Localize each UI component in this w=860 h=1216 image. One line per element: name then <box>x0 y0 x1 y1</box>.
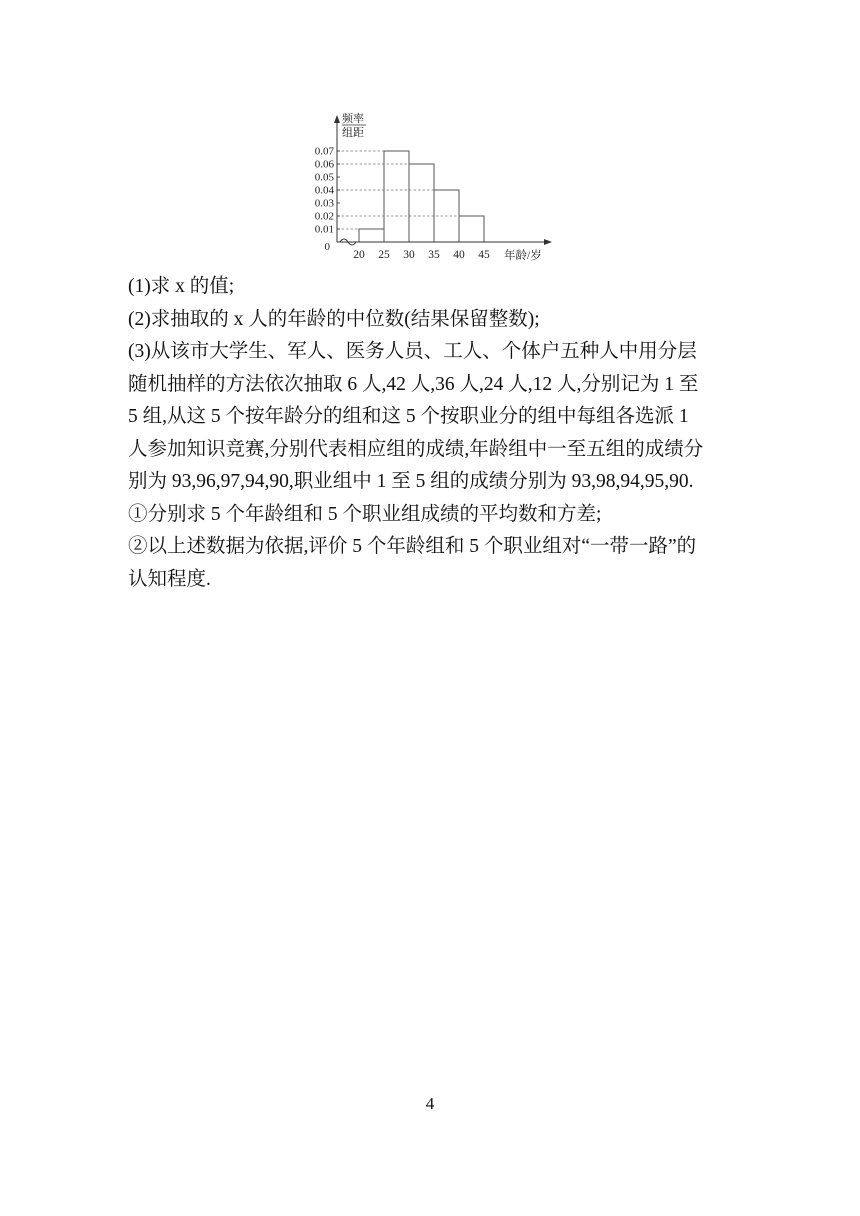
question-line: 别为 93,96,97,94,90,职业组中 1 至 5 组的成绩分别为 93,98,94,95,90. <box>128 471 694 492</box>
origin-label: 0 <box>324 241 330 253</box>
question-line: ②以上述数据为依据,评价 5 个年龄组和 5 个职业组对“一带一路”的 <box>128 536 697 557</box>
x-tick-label: 40 <box>453 249 465 261</box>
x-tick-label: 45 <box>478 249 490 261</box>
histogram-bar <box>409 164 434 242</box>
y-axis-label-top: 频率 <box>342 113 364 125</box>
y-axis-label-bottom: 组距 <box>342 127 364 139</box>
question-line: 随机抽样的方法依次抽取 6 人,42 人,36 人,24 人,12 人,分别记为 1 至 <box>128 373 699 395</box>
x-tick-label: 30 <box>403 249 415 261</box>
question-line: 认知程度. <box>128 568 211 590</box>
histogram-bar <box>359 229 384 242</box>
y-tick-label: 0.03 <box>314 197 334 210</box>
y-tick-label: 0.04 <box>314 184 334 197</box>
page-number: 4 <box>425 1094 435 1113</box>
y-tick-label: 0.01 <box>314 223 334 236</box>
y-tick-label: 0.07 <box>314 145 334 158</box>
histogram-bar <box>384 151 409 242</box>
x-axis-arrow <box>544 239 552 245</box>
question-line: (1)求 x 的值; <box>128 276 235 297</box>
y-tick-label: 0.02 <box>314 210 334 223</box>
question-text-block <box>128 271 748 596</box>
question-line: ①分别求 5 个年龄组和 5 个职业组成绩的平均数和方差; <box>128 503 602 525</box>
x-tick-label: 35 <box>428 249 440 261</box>
y-tick-label: 0.06 <box>314 158 334 171</box>
question-line: (2)求抽取的 x 人的年龄的中位数(结果保留整数); <box>128 308 540 330</box>
question-line: 5 组,从这 5 个按年龄分的组和这 5 个按职业分的组中每组各选派 1 <box>128 406 689 427</box>
y-tick-label: 0.05 <box>314 171 334 184</box>
x-tick-label: 25 <box>378 249 390 261</box>
y-axis-arrow <box>334 115 340 123</box>
age-frequency-histogram <box>300 100 570 268</box>
histogram-bar <box>459 216 484 242</box>
question-line: (3)从该市大学生、军人、医务人员、工人、个体户五种人中用分层 <box>128 341 697 362</box>
x-axis-label: 年龄/岁 <box>504 250 542 262</box>
x-tick-label: 20 <box>353 249 365 261</box>
question-line: 人参加知识竞赛,分别代表相应组的成绩,年龄组中一至五组的成绩分 <box>128 438 704 460</box>
